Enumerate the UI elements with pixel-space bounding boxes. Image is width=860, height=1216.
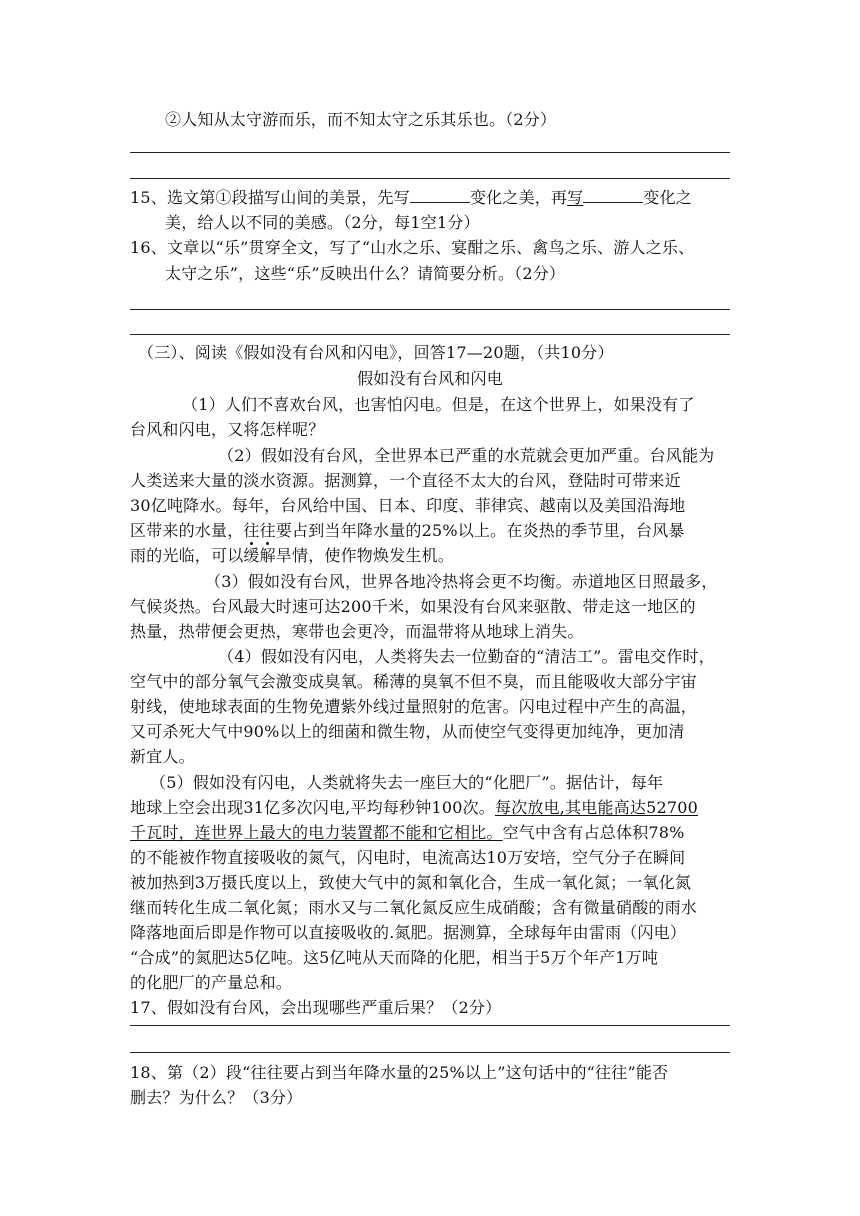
- para-4-line-3: 射线，使地球表面的生物免遭紫外线过量照射的危害。闪电过程中产生的高温，: [130, 697, 698, 716]
- para-5-line-3: [130, 823, 685, 843]
- para-3-line-2: 气候炎热。台风最大时速可达200千米，如果没有台风来驱散、带走这一地区的: [130, 597, 696, 616]
- para-4-line-2: 空气中的部分氧气会激变成臭氧。稀薄的臭氧不但不臭，而且能吸收大部分宇宙: [130, 672, 698, 691]
- para-2-line-2: 人类送来大量的淡水资源。据测算，一个直径不太大的台风，登陆时可带来近: [130, 471, 681, 490]
- question-16-line-1: 16、文章以“乐”贯穿全文，写了“山水之乐、宴酣之乐、禽鸟之乐、游人之乐、: [130, 238, 695, 257]
- answer-line: [130, 178, 730, 179]
- emphasis-char: 往: [243, 521, 260, 540]
- question-14-item-2: ②人知从太守游而乐，而不知太守之乐其乐也。（2分）: [165, 110, 557, 129]
- para-5-line-6: 继而转化生成二氧化氮；雨水又与二氧化氮反应生成硝酸；含有微量硝酸的雨水: [130, 898, 698, 917]
- para-1-line-2: 台风和闪电，又将怎样呢？: [130, 420, 325, 439]
- para-5-line-9: 的化肥厂的产量总和。: [130, 973, 293, 992]
- para-2-line-4-text-a: 区带来的水量，: [130, 521, 244, 540]
- question-15-line-2: 美，给人以不同的美感。（2分，每1空1分）: [165, 213, 480, 232]
- question-18-line-2: 删去？为什么？（3分）: [130, 1088, 303, 1107]
- article-title: 假如没有台风和闪电: [357, 369, 503, 388]
- question-18-line-1: 18、第（2）段“往往要占到当年降水量的25%以上”这句话中的“往往”能否: [130, 1063, 669, 1082]
- para-4-line-4: 又可杀死大气中90%以上的细菌和微生物，从而使空气变得更加纯净，更加清: [130, 722, 685, 741]
- answer-line: [130, 334, 730, 335]
- question-16-line-2: 太守之乐”，这些“乐”反映出什么？请简要分析。（2分）: [165, 264, 566, 283]
- para-4-line-5: 新宜人。: [130, 747, 195, 766]
- emphasis-char: 往: [259, 521, 276, 540]
- para-5-underlined-sentence-part-1: 每次放电,其电能高达52700: [495, 798, 698, 817]
- section-3-header: （三）、阅读《假如没有台风和闪电》，回答17—20题，（共10分）: [138, 343, 614, 362]
- para-5-line-7: 降落地面后即是作物可以直接吸收的.氮肥。据测算，全球每年由雷雨（闪电）: [130, 923, 687, 942]
- answer-line: [130, 309, 730, 310]
- para-3-line-3: 热量，热带便会更热，寒带也会更冷，而温带将从地球上消失。: [130, 622, 584, 641]
- para-4-line-1: （4）假如没有闪电，人类将失去一位勤奋的“清洁工”。雷电交作时，: [218, 647, 715, 666]
- question-15-blank-1[interactable]: [410, 188, 470, 203]
- para-3-line-1: （3）假如没有台风，世界各地冷热将会更不均衡。赤道地区日照最多，: [205, 572, 718, 591]
- answer-line: [130, 152, 730, 153]
- para-2-line-4: [130, 521, 685, 541]
- para-2-line-4-text-b: 要占到当年降水量的25%以上。在炎热的季节里，台风暴: [275, 521, 685, 540]
- para-5-line-5: 被加热到3万摄氏度以上，致使大气中的氮和氧化合，生成一氧化氮；一氧化氮: [130, 873, 692, 892]
- question-17: 17、假如没有台风，会出现哪些严重后果？（2分）: [130, 998, 502, 1017]
- answer-line: [130, 1025, 730, 1026]
- answer-line: [130, 1052, 730, 1053]
- para-5-line-1: （5）假如没有闪电，人类就将失去一座巨大的“化肥厂”。据估计，每年: [150, 773, 664, 792]
- para-5-line-4: 的不能被作物直接吸收的氮气，闪电时，电流高达10万安培，空气分子在瞬间: [130, 848, 686, 867]
- para-5-line-8: “合成”的氮肥达5亿吨。这5亿吨从天而降的化肥，相当于5万个年产1万吨: [130, 948, 659, 967]
- question-15-text-c: 写: [567, 188, 584, 207]
- question-15-text-b: 变化之美，再: [469, 188, 568, 207]
- para-5-line-2-text: 地球上空会出现31亿多次闪电,平均每秒钟100次。: [130, 798, 495, 817]
- para-2-line-3: 30亿吨降水。每年，台风给中国、日本、印度、菲律宾、越南以及美国沿海地: [130, 496, 686, 515]
- para-2-line-5: 雨的光临，可以缓解旱情，使作物焕发生机。: [130, 546, 455, 565]
- question-15-text-d: 变化之: [643, 188, 692, 207]
- question-15-text-a: 15、选文第①段描写山间的美景，先写: [130, 188, 410, 207]
- question-15-line-1: [130, 188, 692, 208]
- question-15-blank-2[interactable]: [583, 188, 643, 203]
- para-5-line-3-text: 空气中含有占总体积78%: [502, 823, 685, 842]
- para-5-underlined-sentence-part-2: 千瓦时，连世界上最大的电力装置都不能和它相比。: [130, 823, 503, 842]
- para-5-line-2: [130, 798, 698, 818]
- para-1-line-1: （1）人们不喜欢台风，也害怕闪电。但是，在这个世界上，如果没有了: [182, 395, 695, 414]
- para-2-line-1: （2）假如没有台风，全世界本已严重的水荒就会更加严重。台风能为: [218, 446, 715, 465]
